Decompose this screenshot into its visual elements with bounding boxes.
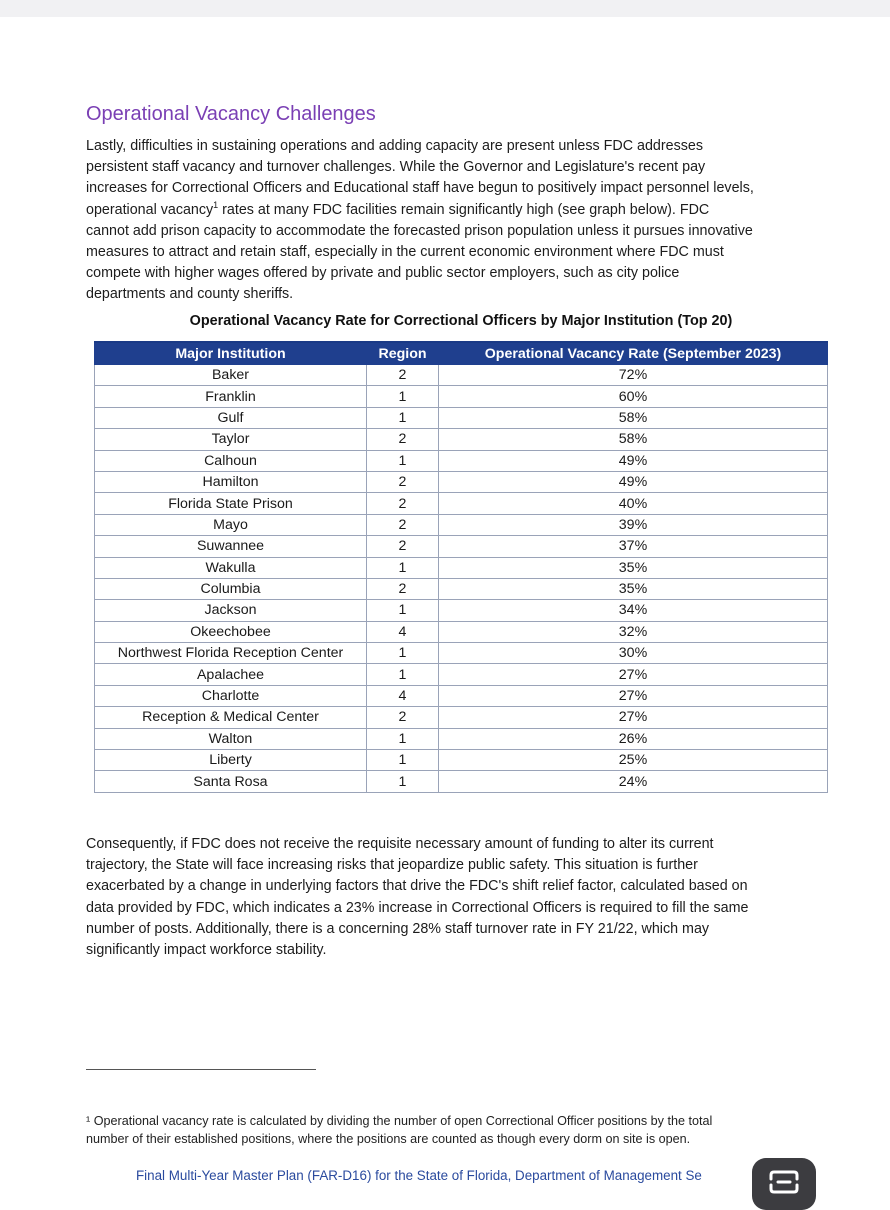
cell-vacancy-rate: 30% <box>439 643 828 664</box>
cell-region: 1 <box>367 386 439 407</box>
column-header-institution: Major Institution <box>95 342 367 365</box>
cell-region: 1 <box>367 664 439 685</box>
cell-institution: Charlotte <box>95 685 367 706</box>
table-row <box>95 493 828 514</box>
cell-region: 1 <box>367 750 439 771</box>
cell-vacancy-rate: 58% <box>439 407 828 428</box>
cell-institution: Hamilton <box>95 471 367 492</box>
cell-institution: Santa Rosa <box>95 771 367 792</box>
table-row <box>95 685 828 706</box>
paragraph-line: Consequently, if FDC does not receive the requisite necessary amount of funding to alter its current <box>86 836 714 852</box>
paragraph-line: cannot add prison capacity to accommodate the forecasted prison population unless it pursues innovative <box>86 222 753 239</box>
cell-region: 2 <box>367 429 439 450</box>
cell-vacancy-rate: 24% <box>439 771 828 792</box>
consequence-paragraph <box>86 834 826 961</box>
footnote-reference[interactable]: 1 <box>213 199 219 210</box>
cell-region: 1 <box>367 450 439 471</box>
table-row <box>95 536 828 557</box>
table-row <box>95 728 828 749</box>
paragraph-line: increases for Correctional Officers and Educational staff have begun to positively impact personnel levels, <box>86 180 754 197</box>
paragraph-line: significantly impact workforce stability. <box>86 942 327 959</box>
paragraph-line: departments and county sheriffs. <box>86 286 294 303</box>
cell-institution: Okeechobee <box>95 621 367 642</box>
cell-institution: Liberty <box>95 750 367 771</box>
cell-vacancy-rate: 49% <box>439 450 828 471</box>
column-header-region: Region <box>367 342 439 365</box>
vacancy-table <box>94 341 828 793</box>
paragraph-line: trajectory, the State will face increasing risks that jeopardize public safety. This situation is further <box>86 857 698 874</box>
copy-icon <box>767 1169 801 1200</box>
footnote <box>86 1112 826 1148</box>
cell-region: 1 <box>367 771 439 792</box>
paragraph-line: compete with higher wages offered by private and public sector employers, such as city police <box>86 265 680 282</box>
table-row <box>95 365 828 386</box>
table-row <box>95 750 828 771</box>
cell-institution: Florida State Prison <box>95 493 367 514</box>
cell-institution: Reception & Medical Center <box>95 707 367 728</box>
cell-vacancy-rate: 40% <box>439 493 828 514</box>
cell-institution: Franklin <box>95 386 367 407</box>
cell-vacancy-rate: 35% <box>439 578 828 599</box>
paragraph-text: rates at many FDC facilities remain significantly high (see graph below). FDC <box>218 201 710 218</box>
cell-institution: Wakulla <box>95 557 367 578</box>
cell-region: 1 <box>367 557 439 578</box>
cell-institution: Suwannee <box>95 536 367 557</box>
footnote-line: number of their established positions, where the positions are counted as though every dorm on site is open. <box>86 1132 691 1146</box>
footnote-divider <box>86 1069 316 1070</box>
table-row <box>95 600 828 621</box>
paragraph-line: persistent staff vacancy and turnover challenges. While the Governor and Legislature's recent pay <box>86 159 706 176</box>
cell-institution: Baker <box>95 365 367 386</box>
cell-vacancy-rate: 60% <box>439 386 828 407</box>
cell-region: 1 <box>367 600 439 621</box>
column-header-vacancy-rate: Operational Vacancy Rate (September 2023) <box>439 342 828 365</box>
paragraph-line: Lastly, difficulties in sustaining operations and adding capacity are present unless FDC addresses <box>86 138 703 154</box>
table-body <box>95 365 828 793</box>
cell-vacancy-rate: 35% <box>439 557 828 578</box>
cell-vacancy-rate: 72% <box>439 365 828 386</box>
cell-vacancy-rate: 27% <box>439 707 828 728</box>
paragraph-line: number of posts. Additionally, there is a concerning 28% staff turnover rate in FY 21/22, which may <box>86 920 710 937</box>
cell-institution: Jackson <box>95 600 367 621</box>
table-row <box>95 578 828 599</box>
cell-institution: Calhoun <box>95 450 367 471</box>
paragraph-text: operational vacancy <box>86 201 214 218</box>
cell-vacancy-rate: 58% <box>439 429 828 450</box>
cell-vacancy-rate: 25% <box>439 750 828 771</box>
cell-region: 1 <box>367 643 439 664</box>
table-header-row <box>95 342 828 365</box>
table-title: Operational Vacancy Rate for Correctional Officers by Major Institution (Top 20) <box>189 313 733 329</box>
copy-button[interactable] <box>752 1158 816 1210</box>
cell-vacancy-rate: 39% <box>439 514 828 535</box>
cell-institution: Mayo <box>95 514 367 535</box>
cell-region: 2 <box>367 536 439 557</box>
paragraph-line: measures to attract and retain staff, especially in the current economic environment where FDC must <box>86 244 724 261</box>
cell-region: 2 <box>367 471 439 492</box>
cell-vacancy-rate: 26% <box>439 728 828 749</box>
cell-vacancy-rate: 37% <box>439 536 828 557</box>
cell-institution: Northwest Florida Reception Center <box>95 643 367 664</box>
cell-region: 2 <box>367 578 439 599</box>
table-row <box>95 514 828 535</box>
cell-vacancy-rate: 49% <box>439 471 828 492</box>
table-row <box>95 771 828 792</box>
cell-vacancy-rate: 27% <box>439 664 828 685</box>
cell-region: 4 <box>367 685 439 706</box>
cell-institution: Gulf <box>95 407 367 428</box>
paragraph-line: exacerbated by a change in underlying factors that drive the FDC's shift relief factor, calculated based on <box>86 878 748 895</box>
table-row <box>95 386 828 407</box>
intro-paragraph <box>86 136 826 306</box>
table-row <box>95 450 828 471</box>
footnote-line: ¹ Operational vacancy rate is calculated by dividing the number of open Correctional Officer positions by the total <box>86 1114 713 1128</box>
paragraph-line <box>86 200 826 221</box>
cell-institution: Apalachee <box>95 664 367 685</box>
cell-vacancy-rate: 27% <box>439 685 828 706</box>
page-footer-link[interactable]: Final Multi-Year Master Plan (FAR-D16) for the State of Florida, Department of Management Se <box>136 1168 702 1183</box>
table-row <box>95 429 828 450</box>
cell-region: 1 <box>367 728 439 749</box>
cell-institution: Walton <box>95 728 367 749</box>
paragraph-line: data provided by FDC, which indicates a 23% increase in Correctional Officers is required to fill the same <box>86 899 749 916</box>
section-heading: Operational Vacancy Challenges <box>86 103 376 125</box>
table-row <box>95 643 828 664</box>
cell-region: 1 <box>367 407 439 428</box>
cell-region: 2 <box>367 707 439 728</box>
top-bar <box>0 0 890 17</box>
table-row <box>95 407 828 428</box>
table-row <box>95 707 828 728</box>
cell-region: 2 <box>367 365 439 386</box>
cell-institution: Taylor <box>95 429 367 450</box>
cell-institution: Columbia <box>95 578 367 599</box>
table-row <box>95 664 828 685</box>
cell-region: 2 <box>367 493 439 514</box>
cell-vacancy-rate: 32% <box>439 621 828 642</box>
table-row <box>95 557 828 578</box>
cell-vacancy-rate: 34% <box>439 600 828 621</box>
table-row <box>95 471 828 492</box>
cell-region: 2 <box>367 514 439 535</box>
cell-region: 4 <box>367 621 439 642</box>
table-row <box>95 621 828 642</box>
